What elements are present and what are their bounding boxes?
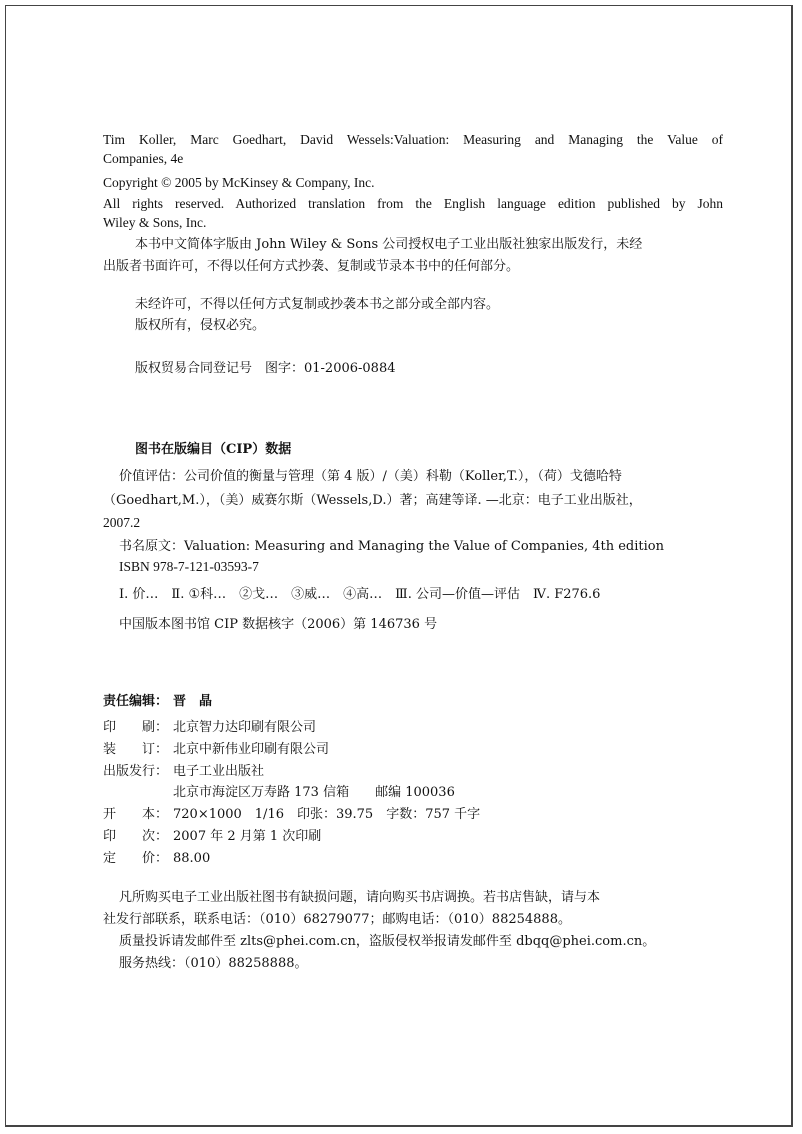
notice-line-2: 版权所有，侵权必究。 [135,318,266,333]
copyright-line-2: Companies, 4e [103,151,184,166]
imprint-label: 出版发行： [103,764,169,779]
imprint-row-price [103,850,210,868]
contact-line-4: 服务热线：（010）88258888。 [119,956,308,971]
copyright-line-5: Wiley & Sons, Inc. [103,215,207,230]
contact-line-1: 凡所购买电子工业出版社图书有缺损问题，请向购买书店调换。若书店售缺，请与本 [119,890,601,905]
copyright-line-1: Tim Koller, Marc Goedhart, David Wessels:Valuation: Measuring and Managing the Value of [103,132,723,147]
notice-line-1: 未经许可，不得以任何方式复制或抄袭本书之部分或全部内容。 [135,297,500,312]
imprint-value: 720×1000 1/16 印张：39.75 字数：757 千字 [173,807,481,822]
imprint-label: 装 订： [103,742,169,757]
cip-line-5: ISBN 978-7-121-03593-7 [119,559,259,574]
imprint-row-impression [103,828,321,846]
contact-line-2: 社发行部联系，联系电话：（010）68279077；邮购电话：（010）88254888。 [103,912,571,927]
imprint-value: 88.00 [173,851,211,866]
cip-line-6: Ⅰ. 价… Ⅱ. ①科… ②戈… ③威… ④高… Ⅲ. 公司—价值—评估 Ⅳ. F276.6 [119,587,601,602]
imprint-value: 2007 年 2 月第 1 次印刷 [173,829,322,844]
copyright-line-3: Copyright © 2005 by McKinsey & Company, Inc. [103,175,375,190]
imprint-row-format [103,806,480,824]
cip-line-4: 书名原文：Valuation: Measuring and Managing the Value of Companies, 4th edition [119,539,664,554]
cip-line-2: （Goedhart,M.），（美）威赛尔斯（Wessels,D.）著；高建等译. —北京：电子工业出版社， [103,493,642,508]
imprint-row-printing [103,719,316,737]
imprint-row-binding [103,741,329,759]
contract-registration: 版权贸易合同登记号 图字：01-2006-0884 [135,361,396,376]
imprint-label: 印 刷： [103,720,169,735]
cip-line-1: 价值评估：公司价值的衡量与管理（第 4 版）/（美）科勒（Koller,T.），（荷）戈德哈特 [119,469,622,484]
imprint-label: 责任编辑： [103,694,169,709]
imprint-row-address [103,784,455,802]
imprint-value: 晋 晶 [173,694,213,709]
imprint-value: 北京智力达印刷有限公司 [173,720,317,735]
copyright-line-6: 本书中文简体字版由 John Wiley & Sons 公司授权电子工业出版社独家出版发行，未经 [135,237,643,252]
imprint-row-publisher [103,763,264,781]
imprint-row-editor [103,693,212,711]
imprint-label: 印 次： [103,829,169,844]
copyright-line-7: 出版者书面许可，不得以任何方式抄袭、复制或节录本书中的任何部分。 [103,259,520,274]
imprint-label: 开 本： [103,807,169,822]
cip-line-7: 中国版本图书馆 CIP 数据核字（2006）第 146736 号 [119,617,438,632]
cip-heading: 图书在版编目（CIP）数据 [135,442,292,457]
imprint-value: 电子工业出版社 [173,764,265,779]
imprint-value: 北京市海淀区万寿路 173 信箱 邮编 100036 [173,785,455,800]
cip-line-3: 2007.2 [103,515,141,530]
imprint-label: 定 价： [103,851,169,866]
contact-line-3: 质量投诉请发邮件至 zlts@phei.com.cn，盗版侵权举报请发邮件至 dbqq@phei.com.cn。 [119,934,656,949]
imprint-value: 北京中新伟业印刷有限公司 [173,742,330,757]
copyright-line-4: All rights reserved. Authorized translation from the English language edition published by John [103,196,723,211]
